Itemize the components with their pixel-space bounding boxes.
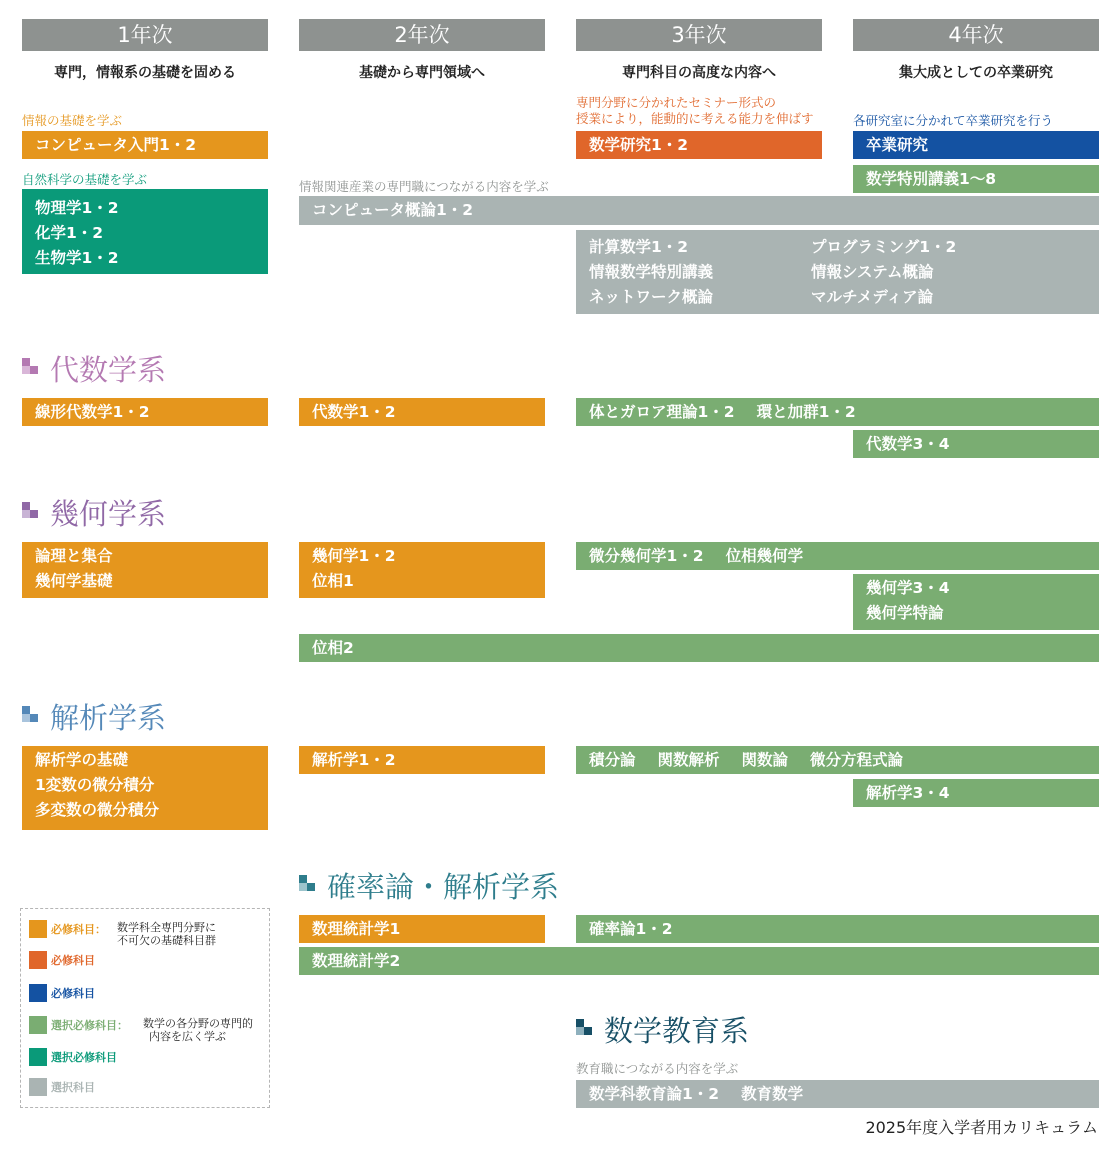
course-name: 位相幾何学 (725, 547, 804, 565)
course-name: 論理と集合 (35, 547, 113, 565)
math-research-box (576, 131, 822, 159)
legend-swatch (29, 984, 47, 1002)
legend-swatch (29, 1078, 47, 1096)
algebra-y2-box (299, 398, 545, 426)
year-header-3: 3年次 (576, 19, 822, 51)
course-name: 幾何学特論 (866, 604, 944, 622)
info-basics-label: 情報の基礎を学ぶ (22, 113, 123, 128)
course-name: 微分幾何学1・2 (589, 547, 704, 565)
analysis-y4-box (853, 779, 1099, 807)
topology2-box (299, 634, 1099, 662)
geometry-y1-box (22, 542, 268, 598)
section-title-text: 解析学系 (50, 701, 167, 735)
curriculum-year-caption: 2025年度入学者用カリキュラム (865, 1118, 1098, 1137)
course-name: 解析学1・2 (312, 751, 396, 769)
course-name: コンピュータ概論1・2 (312, 201, 474, 219)
course-name: 微分方程式論 (810, 751, 904, 769)
legend-desc-line: 数学科全専門分野に (117, 921, 216, 934)
year-header-4: 4年次 (853, 19, 1099, 51)
it-courses-box (576, 230, 1099, 314)
year-subtitle-1: 専門，情報系の基礎を固める (54, 65, 236, 81)
course-name: 位相1 (312, 572, 354, 590)
section-title-text: 幾何学系 (50, 497, 167, 531)
algebra-y1-box (22, 398, 268, 426)
probability-box (576, 915, 1099, 943)
stat2-box (299, 947, 1099, 975)
section-marker-icon (22, 706, 38, 722)
course-name: 関数解析 (657, 751, 720, 769)
natural-science-label: 自然科学の基礎を学ぶ (22, 172, 148, 187)
analysis-y3-box (576, 746, 1099, 774)
section-marker-icon (22, 358, 38, 374)
course-name: 数学特別講義1〜8 (866, 170, 997, 188)
natural-science-box (22, 189, 268, 274)
math-special-box (853, 165, 1099, 193)
course-name: 教育数学 (741, 1085, 804, 1103)
year-subtitle-2: 基礎から専門領域へ (359, 65, 485, 81)
comp-theory-box (299, 196, 1099, 225)
course-name: マルチメディア論 (811, 288, 934, 306)
course-name: 体とガロア理論1・2 (589, 403, 735, 421)
course-name: 幾何学1・2 (312, 547, 396, 565)
geometry-y2-box (299, 542, 545, 598)
course-name: 物理学1・2 (35, 199, 119, 217)
comp-intro-box (22, 131, 268, 159)
lab-research-label: 各研究室に分かれて卒業研究を行う (853, 113, 1054, 128)
it-courses-left (589, 235, 713, 310)
course-name: 数学研究1・2 (589, 136, 689, 154)
geometry-y4-box (853, 574, 1099, 630)
algebra-y3-box (576, 398, 1099, 426)
course-name: 計算数学1・2 (589, 238, 689, 256)
course-name: 数学科教育論1・2 (589, 1085, 720, 1103)
course-name: 情報システム概論 (811, 263, 934, 281)
section-marker-icon (22, 502, 38, 518)
year-subtitle-4: 集大成としての卒業研究 (899, 65, 1053, 81)
legend-desc (143, 1017, 253, 1043)
geometry-y3-box (576, 542, 1099, 570)
course-name: 幾何学3・4 (866, 579, 950, 597)
year-subtitle-3: 専門科目の高度な内容へ (622, 65, 776, 81)
legend-desc-line: 数学の各分野の専門的 (143, 1017, 253, 1030)
section-title-text: 代数学系 (50, 353, 167, 387)
course-name: 化学1・2 (35, 224, 104, 242)
course-name: 解析学3・4 (866, 784, 950, 802)
legend-label: 選択必修科目： (51, 1019, 128, 1032)
legend-label: 選択科目 (51, 1081, 95, 1094)
it-industry-label: 情報関連産業の専門職につながる内容を学ぶ (299, 179, 549, 194)
course-name: 多変数の微分積分 (35, 801, 160, 819)
course-name: 代数学1・2 (312, 403, 396, 421)
it-courses-right (811, 235, 956, 310)
course-name: 生物学1・2 (35, 249, 119, 267)
course-name: 数理統計学1 (312, 920, 401, 938)
seminar-label-line: 専門分野に分かれたセミナー形式の (576, 95, 777, 110)
education-box (576, 1080, 1099, 1108)
education-label: 教育職につながる内容を学ぶ (576, 1061, 739, 1076)
seminar-label-line: 授業により，能動的に考える能力を伸ばす (576, 111, 814, 126)
section-title-text: 確率論・解析学系 (327, 870, 560, 904)
year-header-2: 2年次 (299, 19, 545, 51)
course-name: 情報数学特別講義 (589, 263, 714, 281)
section-marker-icon (576, 1019, 592, 1035)
legend-label: 必修科目 (51, 954, 95, 967)
legend-label: 必修科目： (51, 923, 106, 936)
course-name: 確率論1・2 (589, 920, 673, 938)
algebra-y4-box (853, 430, 1099, 458)
course-name: 代数学3・4 (866, 435, 950, 453)
legend-label: 必修科目 (51, 987, 95, 1000)
course-name: ネットワーク概論 (589, 288, 714, 306)
course-name: プログラミング1・2 (811, 238, 957, 256)
section-title-text: 数学教育系 (604, 1014, 750, 1048)
legend-label: 選択必修科目 (51, 1051, 117, 1064)
course-name: 位相2 (312, 639, 354, 657)
course-name: 解析学の基礎 (35, 751, 129, 769)
analysis-y1-box (22, 746, 268, 830)
course-name: 積分論 (589, 751, 636, 769)
course-name: 1変数の微分積分 (35, 776, 155, 794)
grad-research-box (853, 131, 1099, 159)
course-name: 幾何学基礎 (35, 572, 113, 590)
legend (20, 908, 270, 1108)
legend-desc-line: 不可欠の基礎科目群 (117, 934, 216, 947)
course-name: 卒業研究 (866, 136, 929, 154)
legend-swatch (29, 920, 47, 938)
legend-swatch (29, 951, 47, 969)
section-marker-icon (299, 875, 315, 891)
seminar-label (576, 95, 814, 127)
stat1-box (299, 915, 545, 943)
course-name: コンピュータ入門1・2 (35, 136, 197, 154)
legend-swatch (29, 1016, 47, 1034)
year-header-1: 1年次 (22, 19, 268, 51)
legend-swatch (29, 1048, 47, 1066)
course-name: 線形代数学1・2 (35, 403, 150, 421)
course-name: 環と加群1・2 (756, 403, 856, 421)
analysis-y2-box (299, 746, 545, 774)
course-name: 関数論 (741, 751, 789, 769)
legend-desc (117, 921, 216, 947)
course-name: 数理統計学2 (312, 952, 401, 970)
legend-desc-line: 内容を広く学ぶ (149, 1030, 226, 1043)
